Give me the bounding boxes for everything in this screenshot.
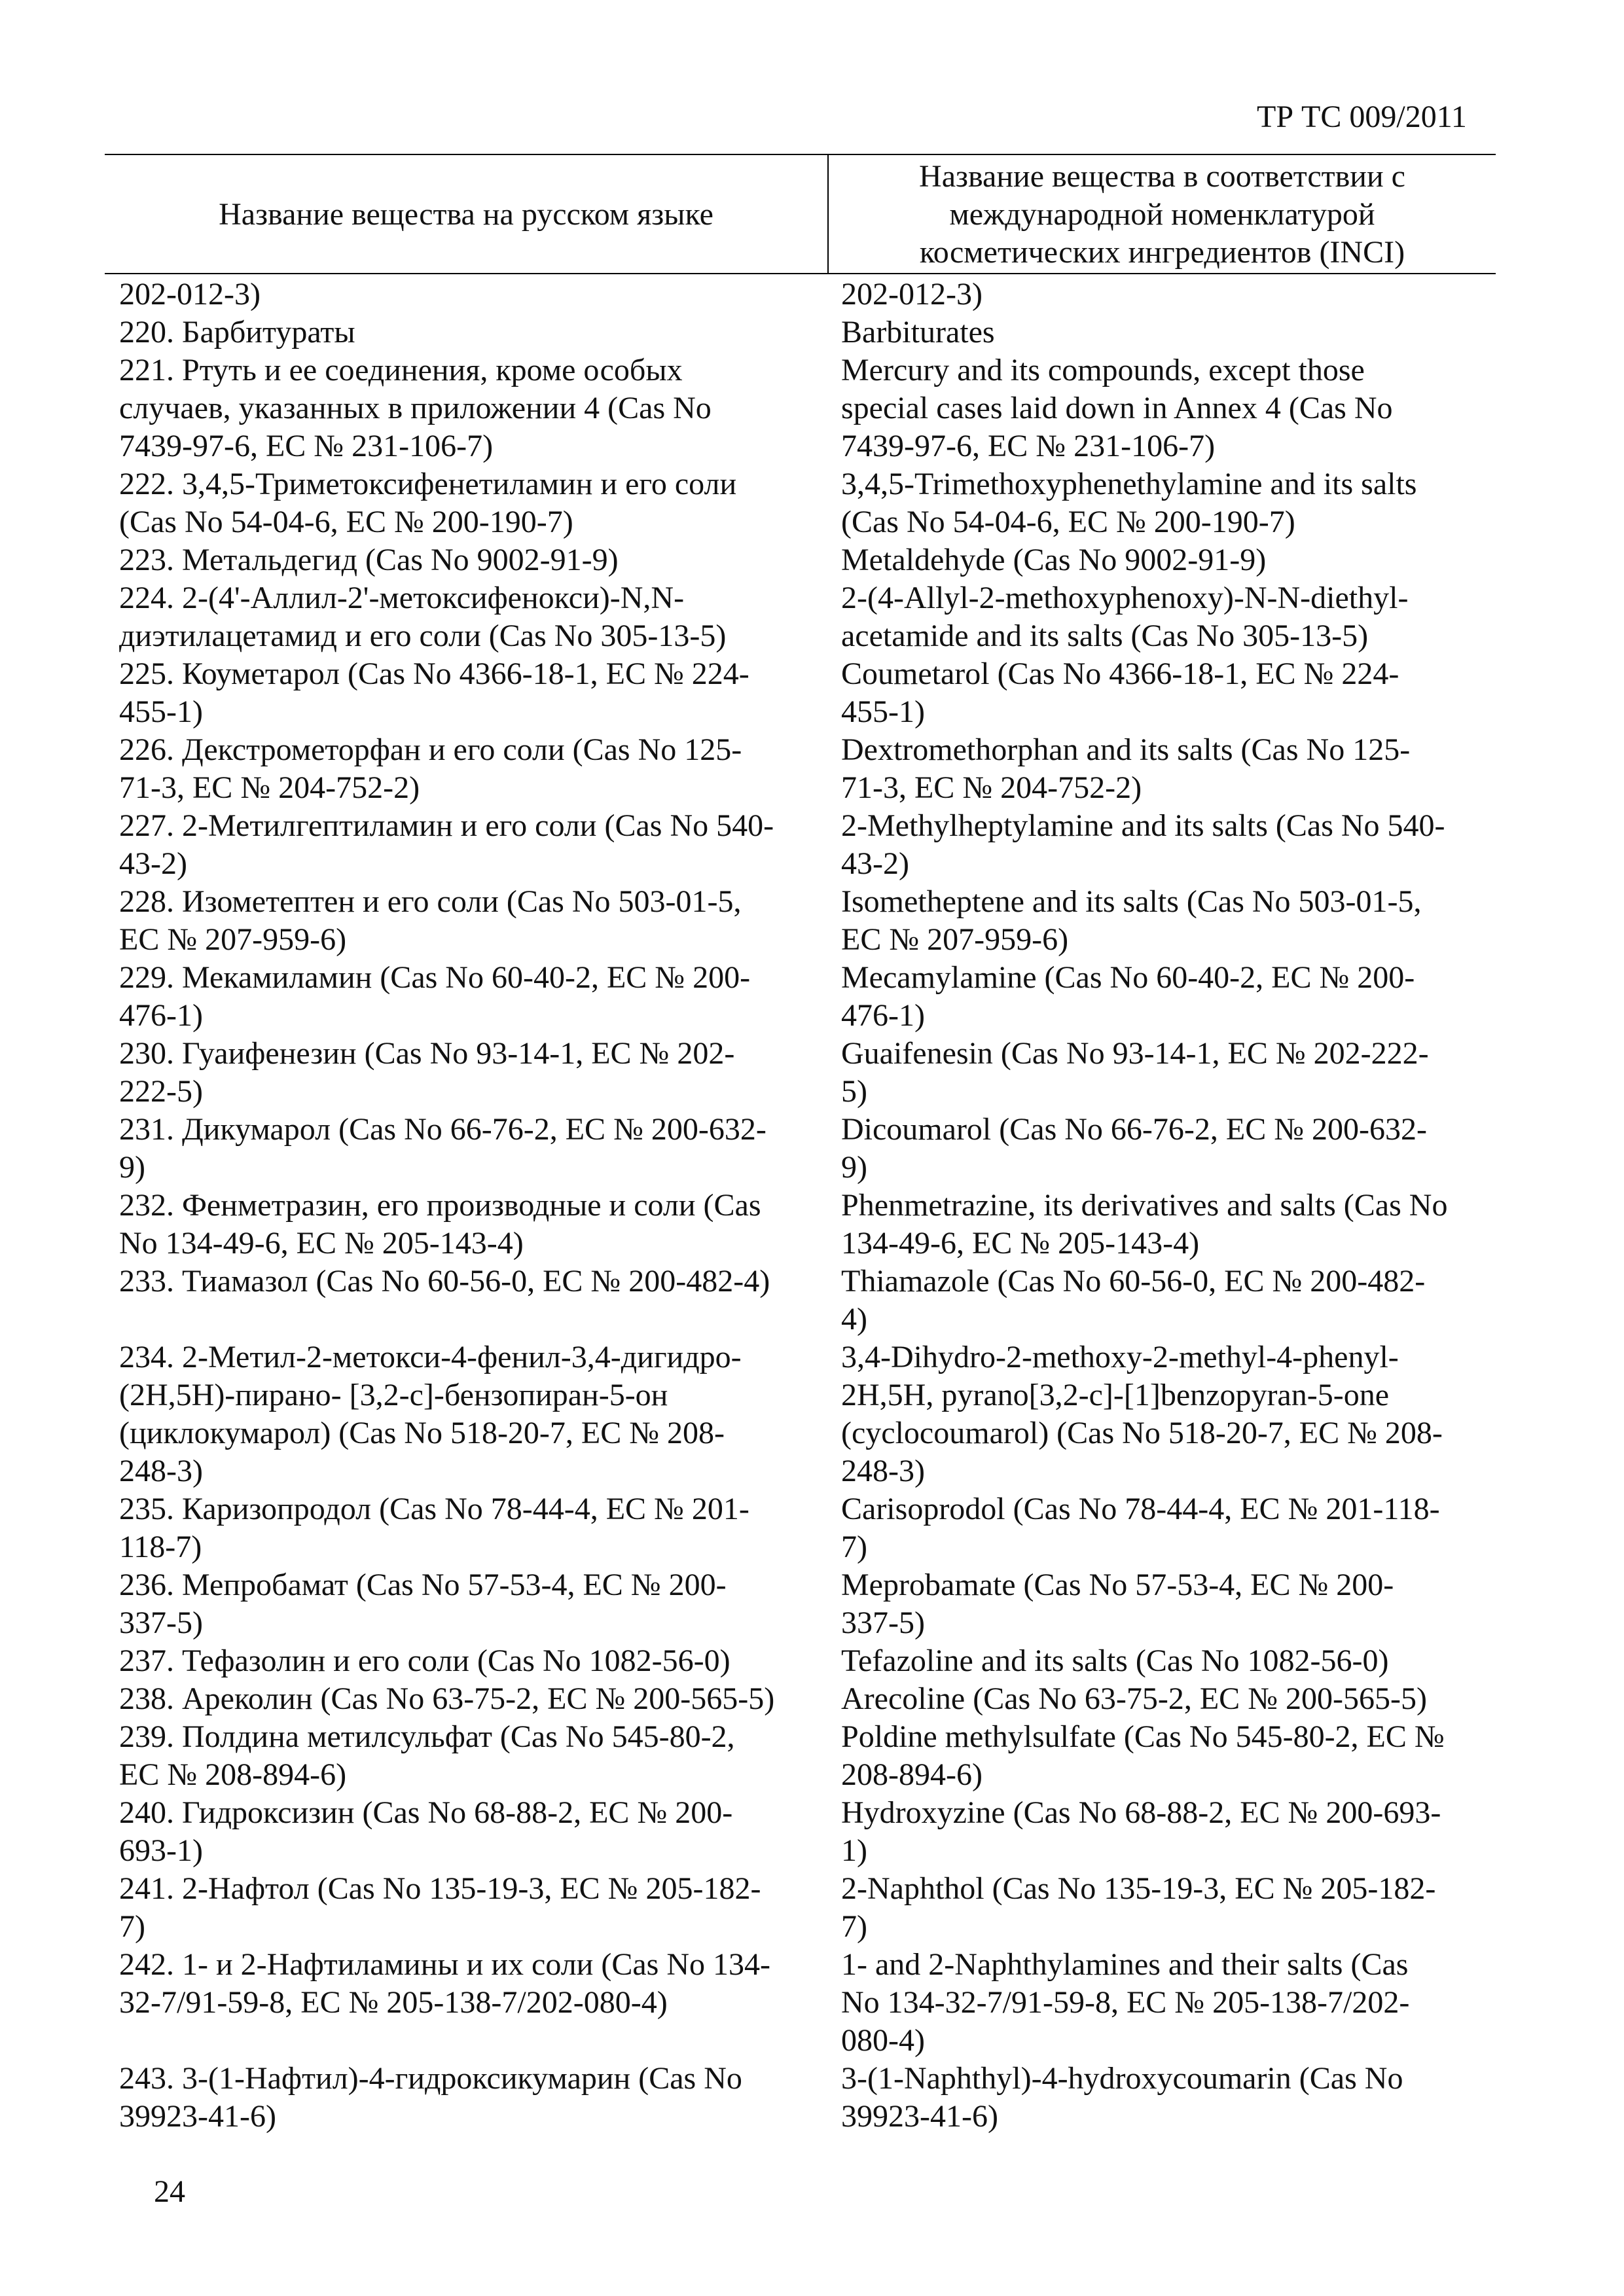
table-row	[105, 1035, 1496, 1111]
inci-name-cell: 2-Naphthol (Cas No 135-19-3, ЕС № 205-182- 7)	[841, 1871, 1436, 1944]
russian-name-cell: 229. Мекамиламин (Cas No 60-40-2, ЕС № 200- 476-1)	[119, 960, 751, 1033]
inci-name-cell: Thiamazole (Cas No 60-56-0, ЕС № 200-482- 4)	[841, 1264, 1426, 1336]
table-row	[105, 1642, 1496, 1680]
table-row	[105, 1338, 1496, 1490]
russian-name-cell: 236. Мепробамат (Cas No 57-53-4, ЕС № 200- 337-5)	[119, 1568, 727, 1640]
russian-name-cell: 238. Ареколин (Cas No 63-75-2, ЕС № 200-565-5)	[119, 1681, 775, 1716]
table-row	[105, 579, 1496, 655]
russian-name-cell: 233. Тиамазол (Cas No 60-56-0, ЕС № 200-482-4)	[119, 1264, 770, 1299]
inci-name-cell: Arecoline (Cas No 63-75-2, ЕС № 200-565-5)	[841, 1681, 1427, 1716]
inci-name-cell: Mecamylamine (Cas No 60-40-2, ЕС № 200- 476-1)	[841, 960, 1415, 1033]
russian-name-cell: 239. Полдина метилсульфат (Cas No 545-80-2, ЕС № 208-894-6)	[119, 1719, 735, 1792]
inci-name-cell: 3,4-Dihydro-2-methoxy-2-methyl-4-phenyl- 2H,5H, pyrano[3,2-c]-[1]benzopyran-5-one (cyclocoumarol) (Cas No 518-20-7, ЕС № 208- 248-3)	[841, 1340, 1443, 1488]
russian-name-cell: 221. Ртуть и ее соединения, кроме особых случаев, указанных в приложении 4 (Cas No 7439-97-6, ЕС № 231-106-7)	[119, 353, 712, 463]
inci-name-cell: Isometheptene and its salts (Cas No 503-01-5, ЕС № 207-959-6)	[841, 884, 1422, 957]
table-row	[105, 807, 1496, 883]
inci-name-cell: 2-(4-Allyl-2-methoxyphenoxy)-N-N-diethyl- acetamide and its salts (Cas No 305-13-5)	[841, 581, 1409, 653]
table-row	[105, 1263, 1496, 1338]
table-row	[105, 1111, 1496, 1187]
inci-name-cell: Dextromethorphan and its salts (Cas No 125- 71-3, ЕС № 204-752-2)	[841, 732, 1411, 805]
table-row	[105, 1870, 1496, 1946]
inci-name-cell: Phenmetrazine, its derivatives and salts (Cas No 134-49-6, ЕС № 205-143-4)	[841, 1188, 1448, 1261]
russian-name-cell: 237. Тефазолин и его соли (Cas No 1082-56-0)	[119, 1643, 731, 1678]
substances-table	[105, 154, 1496, 2136]
table-body	[105, 274, 1496, 2136]
russian-name-cell: 225. Коуметарол (Cas No 4366-18-1, ЕС № 224- 455-1)	[119, 656, 749, 729]
inci-name-cell: Guaifenesin (Cas No 93-14-1, ЕС № 202-222- 5)	[841, 1036, 1429, 1109]
table-header-row	[105, 154, 1496, 274]
inci-name-cell: Tefazoline and its salts (Cas No 1082-56-0)	[841, 1643, 1389, 1678]
table-row	[105, 541, 1496, 579]
russian-name-cell: 240. Гидроксизин (Cas No 68-88-2, ЕС № 200- 693-1)	[119, 1795, 733, 1868]
column-header-russian-name: Название вещества на русском языке	[105, 154, 828, 274]
russian-name-cell: 232. Фенметразин, его производные и соли (Cas No 134-49-6, ЕС № 205-143-4)	[119, 1188, 761, 1261]
russian-name-cell: 230. Гуаифенезин (Cas No 93-14-1, ЕС № 202- 222-5)	[119, 1036, 735, 1109]
table-row	[105, 351, 1496, 465]
inci-name-cell: Meprobamate (Cas No 57-53-4, ЕС № 200- 337-5)	[841, 1568, 1394, 1640]
inci-name-cell: 202-012-3)	[841, 277, 983, 312]
russian-name-cell: 227. 2-Метилгептиламин и его соли (Cas No 540- 43-2)	[119, 808, 774, 881]
table-row	[105, 731, 1496, 807]
russian-name-cell: 220. Барбитураты	[119, 315, 355, 350]
table-row	[105, 1490, 1496, 1566]
russian-name-cell: 223. Метальдегид (Cas No 9002-91-9)	[119, 543, 619, 577]
table-row	[105, 274, 1496, 314]
inci-name-cell: Coumetarol (Cas No 4366-18-1, ЕС № 224- 455-1)	[841, 656, 1399, 729]
inci-name-cell: Metaldehyde (Cas No 9002-91-9)	[841, 543, 1267, 577]
table-row	[105, 314, 1496, 351]
table-row	[105, 1794, 1496, 1870]
table-row	[105, 1566, 1496, 1642]
inci-name-cell: 1- and 2-Naphthylamines and their salts (Cas No 134-32-7/91-59-8, ЕС № 205-138-7/202- 080-4)	[841, 1947, 1410, 2058]
inci-name-cell: 2-Methylheptylamine and its salts (Cas No 540- 43-2)	[841, 808, 1445, 881]
table-row	[105, 1946, 1496, 2060]
inci-name-cell: 3-(1-Naphthyl)-4-hydroxycoumarin (Cas No 39923-41-6)	[841, 2061, 1403, 2134]
page-number: 24	[154, 2174, 185, 2209]
column-header-inci-name: Название вещества в соответствии с международной номенклатурой косметических ингредиентов (INCI)	[828, 154, 1496, 274]
inci-name-cell: Poldine methylsulfate (Cas No 545-80-2, ЕС № 208-894-6)	[841, 1719, 1445, 1792]
russian-name-cell: 243. 3-(1-Нафтил)-4-гидроксикумарин (Cas No 39923-41-6)	[119, 2061, 742, 2134]
russian-name-cell: 228. Изометептен и его соли (Cas No 503-01-5, ЕС № 207-959-6)	[119, 884, 742, 957]
table-row	[105, 2060, 1496, 2136]
russian-name-cell: 241. 2-Нафтол (Cas No 135-19-3, ЕС № 205-182- 7)	[119, 1871, 761, 1944]
russian-name-cell: 222. 3,4,5-Триметоксифенетиламин и его соли (Cas No 54-04-6, ЕС № 200-190-7)	[119, 467, 737, 539]
table-row	[105, 1680, 1496, 1718]
russian-name-cell: 224. 2-(4'-Аллил-2'-метоксифенокси)-N,N- диэтилацетамид и его соли (Cas No 305-13-5)	[119, 581, 727, 653]
russian-name-cell: 235. Каризопродол (Cas No 78-44-4, ЕС № 201- 118-7)	[119, 1492, 749, 1564]
russian-name-cell: 234. 2-Метил-2-метокси-4-фенил-3,4-дигидро- (2Н,5Н)-пирано- [3,2-с]-бензопиран-5-он (циклокумарол) (Cas No 518-20-7, ЕС № 208- 248-3)	[119, 1340, 742, 1488]
inci-name-cell: Carisoprodol (Cas No 78-44-4, ЕС № 201-118- 7)	[841, 1492, 1440, 1564]
document-code: ТР ТС 009/2011	[1257, 99, 1467, 134]
inci-name-cell: Barbiturates	[841, 315, 995, 350]
inci-name-cell: Dicoumarol (Cas No 66-76-2, ЕС № 200-632- 9)	[841, 1112, 1427, 1185]
inci-name-cell: Hydroxyzine (Cas No 68-88-2, ЕС № 200-693- 1)	[841, 1795, 1441, 1868]
table-row	[105, 655, 1496, 731]
inci-name-cell: Mercury and its compounds, except those special cases laid down in Annex 4 (Cas No 7439-97-6, ЕС № 231-106-7)	[841, 353, 1393, 463]
table-row	[105, 1718, 1496, 1794]
russian-name-cell: 231. Дикумарол (Cas No 66-76-2, ЕС № 200-632- 9)	[119, 1112, 767, 1185]
table-row	[105, 1187, 1496, 1263]
russian-name-cell: 226. Декстрометорфан и его соли (Cas No 125- 71-3, ЕС № 204-752-2)	[119, 732, 742, 805]
table-row	[105, 959, 1496, 1035]
table-row	[105, 883, 1496, 959]
russian-name-cell: 242. 1- и 2-Нафтиламины и их соли (Cas No 134- 32-7/91-59-8, ЕС № 205-138-7/202-080-4)	[119, 1947, 770, 2020]
russian-name-cell: 202-012-3)	[119, 277, 261, 312]
inci-name-cell: 3,4,5-Trimethoxyphenethylamine and its salts (Cas No 54-04-6, ЕС № 200-190-7)	[841, 467, 1417, 539]
table-row	[105, 465, 1496, 541]
